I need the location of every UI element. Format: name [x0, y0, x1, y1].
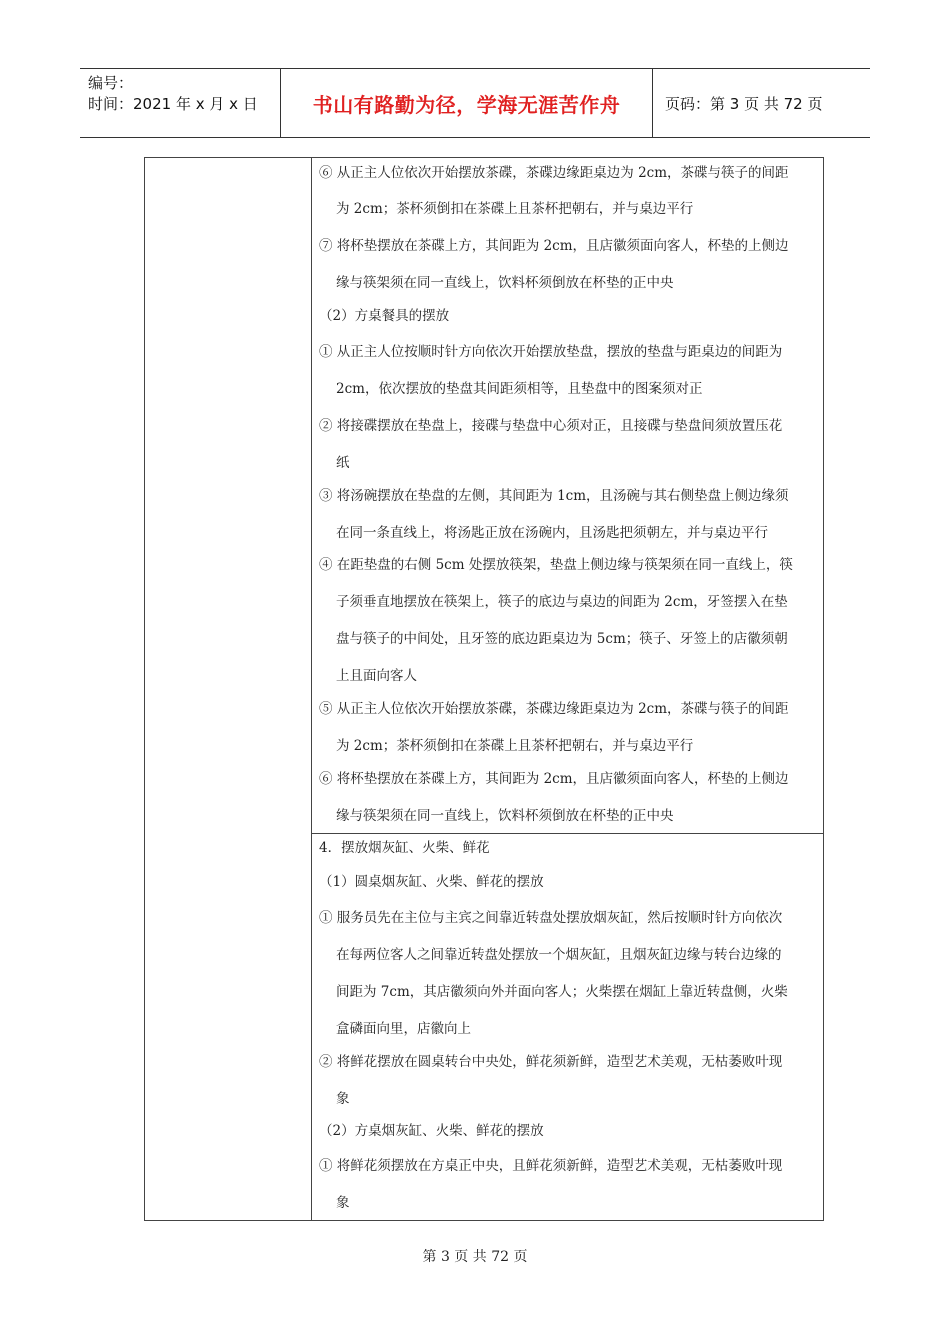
text-line: 缘与筷架须在同一直线上，饮料杯须倒放在杯垫的正中央: [336, 275, 674, 291]
text-line: 在每两位客人之间靠近转盘处摆放一个烟灰缸，且烟灰缸边缘与转台边缘的: [336, 947, 782, 963]
text-line: 象: [336, 1091, 350, 1107]
text-line: 纸: [336, 455, 350, 471]
text-line: 在同一条直线上，将汤匙正放在汤碗内，且汤匙把须朝左，并与桌边平行: [336, 525, 768, 541]
text-line: ① 从正主人位按顺时针方向依次开始摆放垫盘，摆放的垫盘与距桌边的间距为: [319, 344, 783, 360]
text-line: ⑦ 将杯垫摆放在茶碟上方，其间距为 2cm，且店徽须面向客人，杯垫的上侧边: [319, 238, 789, 254]
text-line: ② 将鲜花摆放在圆桌转台中央处，鲜花须新鲜，造型艺术美观，无枯萎败叶现: [319, 1054, 783, 1070]
text-line: 缘与筷架须在同一直线上，饮料杯须倒放在杯垫的正中央: [336, 808, 674, 824]
content-table: [144, 157, 824, 1221]
document-time-label: 时间：2021 年 x 月 x 日: [88, 95, 258, 113]
text-line: ④ 在距垫盘的右侧 5cm 处摆放筷架，垫盘上侧边缘与筷架须在同一直线上，筷: [319, 557, 793, 573]
section-heading: （2）方桌烟灰缸、火柴、鲜花的摆放: [319, 1123, 544, 1139]
section-heading: 4．摆放烟灰缸、火柴、鲜花: [319, 840, 490, 856]
page-header: [80, 68, 870, 138]
header-motto: 书山有路勤为径，学海无涯苦作舟: [281, 69, 653, 137]
text-line: 上且面向客人: [336, 668, 417, 684]
page-footer: 第 3 页 共 72 页: [422, 1249, 528, 1265]
text-line: 为 2cm；茶杯须倒扣在茶碟上且茶杯把朝右，并与桌边平行: [336, 738, 694, 754]
content-cell-ashtray-matches-flowers: [319, 834, 815, 1222]
document-number-label: 编号：: [88, 74, 134, 92]
text-line: ③ 将汤碗摆放在垫盘的左侧，其间距为 1cm，且汤碗与其右侧垫盘上侧边缘须: [319, 488, 789, 504]
section-heading: （1）圆桌烟灰缸、火柴、鲜花的摆放: [319, 874, 544, 890]
section-heading: （2）方桌餐具的摆放: [319, 308, 450, 324]
column-divider: [311, 158, 312, 1220]
text-line: 象: [336, 1195, 350, 1211]
text-line: 2cm，依次摆放的垫盘其间距须相等，且垫盘中的图案须对正: [336, 381, 703, 397]
text-line: 间距为 7cm，其店徽须向外并面向客人；火柴摆在烟缸上靠近转盘侧，火柴: [336, 984, 788, 1000]
text-line: ① 将鲜花须摆放在方桌正中央，且鲜花须新鲜，造型艺术美观，无枯萎败叶现: [319, 1158, 783, 1174]
text-line: ⑤ 从正主人位依次开始摆放茶碟，茶碟边缘距桌边为 2cm，茶碟与筷子的间距: [319, 701, 789, 717]
text-line: 子须垂直地摆放在筷架上，筷子的底边与桌边的间距为 2cm，牙签摆入在垫: [336, 594, 788, 610]
content-cell-table-setting: [319, 158, 815, 835]
text-line: 盒磷面向里，店徽向上: [336, 1021, 471, 1037]
text-line: ② 将接碟摆放在垫盘上，接碟与垫盘中心须对正，且接碟与垫盘间须放置压花: [319, 418, 783, 434]
text-line: ⑥ 从正主人位依次开始摆放茶碟，茶碟边缘距桌边为 2cm，茶碟与筷子的间距: [319, 165, 789, 181]
header-meta: [80, 69, 281, 137]
text-line: 盘与筷子的中间处，且牙签的底边距桌边为 5cm；筷子、牙签上的店徽须朝: [336, 631, 788, 647]
text-line: ⑥ 将杯垫摆放在茶碟上方，其间距为 2cm，且店徽须面向客人，杯垫的上侧边: [319, 771, 789, 787]
text-line: ① 服务员先在主位与主宾之间靠近转盘处摆放烟灰缸，然后按顺时针方向依次: [319, 910, 783, 926]
header-page-info: 页码：第 3 页 共 72 页: [665, 94, 823, 113]
text-line: 为 2cm；茶杯须倒扣在茶碟上且茶杯把朝右，并与桌边平行: [336, 201, 694, 217]
